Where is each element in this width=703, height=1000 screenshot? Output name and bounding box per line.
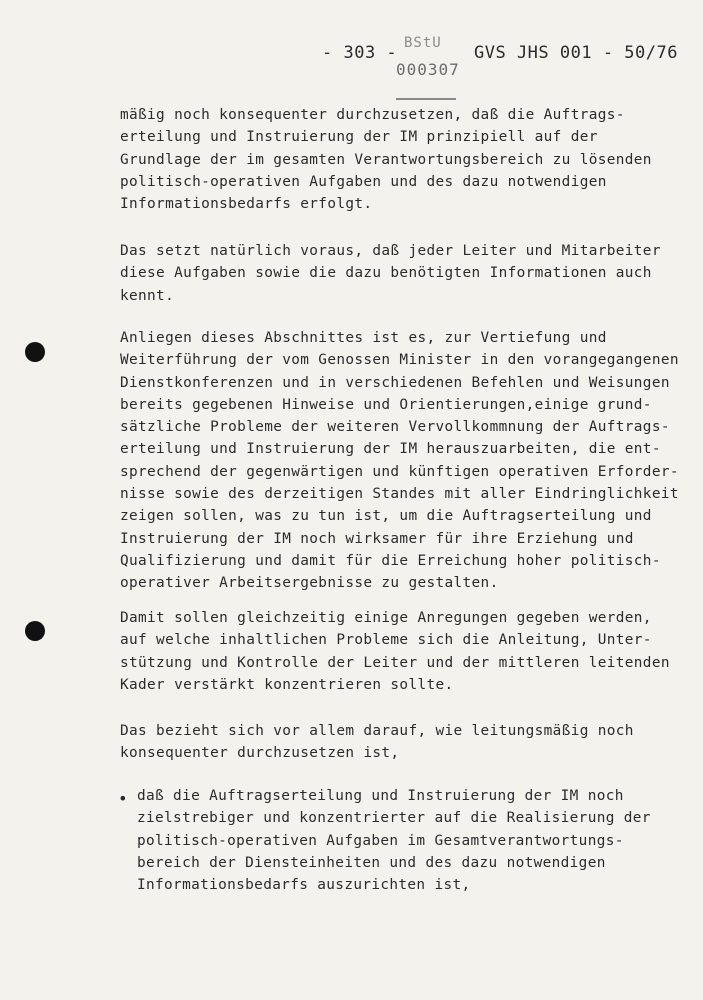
archive-stamp-number: 000307: [396, 60, 460, 79]
paragraph-4: Damit sollen gleichzeitig einige Anregungen gegeben werden, auf welche inhaltlichen Probleme sich die Anleitung, Unter- stützung und Kontrolle der Leiter und der mittleren leitenden Kader verstärkt konzentrieren sollte.: [120, 610, 670, 693]
page-number: - 303 -: [322, 43, 398, 63]
archive-stamp-label: BStU: [404, 35, 442, 51]
stamp-underline: [396, 98, 456, 100]
paragraph-1: mäßig noch konsequenter durchzusetzen, daß die Auftrags- erteilung und Instruierung der IM prinzipiell auf der Grundlage der im gesamten Verantwortungsbereich zu lösenden politisch-operativen Aufgaben und des dazu notwendigen Informationsbedarfs erfolgt.: [120, 107, 652, 213]
paragraph-5: Das bezieht sich vor allem darauf, wie leitungsmäßig noch konsequenter durchzusetzen ist,: [120, 723, 634, 762]
document-reference: GVS JHS 001 - 50/76: [474, 43, 678, 63]
paragraph-2: Das setzt natürlich voraus, daß jeder Leiter und Mitarbeiter diese Aufgaben sowie die dazu benötigten Informationen auch kennt.: [120, 243, 661, 304]
punch-hole-upper: [25, 342, 45, 362]
bullet-item: daß die Auftragserteilung und Instruierung der IM noch zielstrebiger und konzentrierter auf die Realisierung der politisch-operativen Aufgaben im Gesamtverantwortungs- bereich der Diensteinheiten und des dazu notwendigen Informationsbedarfs auszurichten ist,: [137, 788, 651, 894]
punch-hole-lower: [25, 621, 45, 641]
paragraph-3: Anliegen dieses Abschnittes ist es, zur Vertiefung und Weiterführung der vom Genossen Minister in den vorangegangenen Dienstkonferenzen und in verschiedenen Befehlen und Weisungen bereits gegebenen Hinweise und Orientierungen,einige grund- sätzliche Probleme der weiteren Vervollkommnung der Auftrags- erteilung und Instruierung der IM herauszuarbeiten, die ent- sprechend der gegenwärtigen und künftigen operativen Erforder- nisse sowie des derzeitigen Standes mit aller Eindringlichkeit zeigen sollen, was zu tun ist, um die Auftragserteilung und Instruierung der IM noch wirksamer für ihre Erziehung und Qualifizierung und damit für die Erreichung hoher politisch- operativer Arbeitsergebnisse zu gestalten.: [120, 330, 679, 592]
bullet-marker: •: [118, 789, 128, 808]
